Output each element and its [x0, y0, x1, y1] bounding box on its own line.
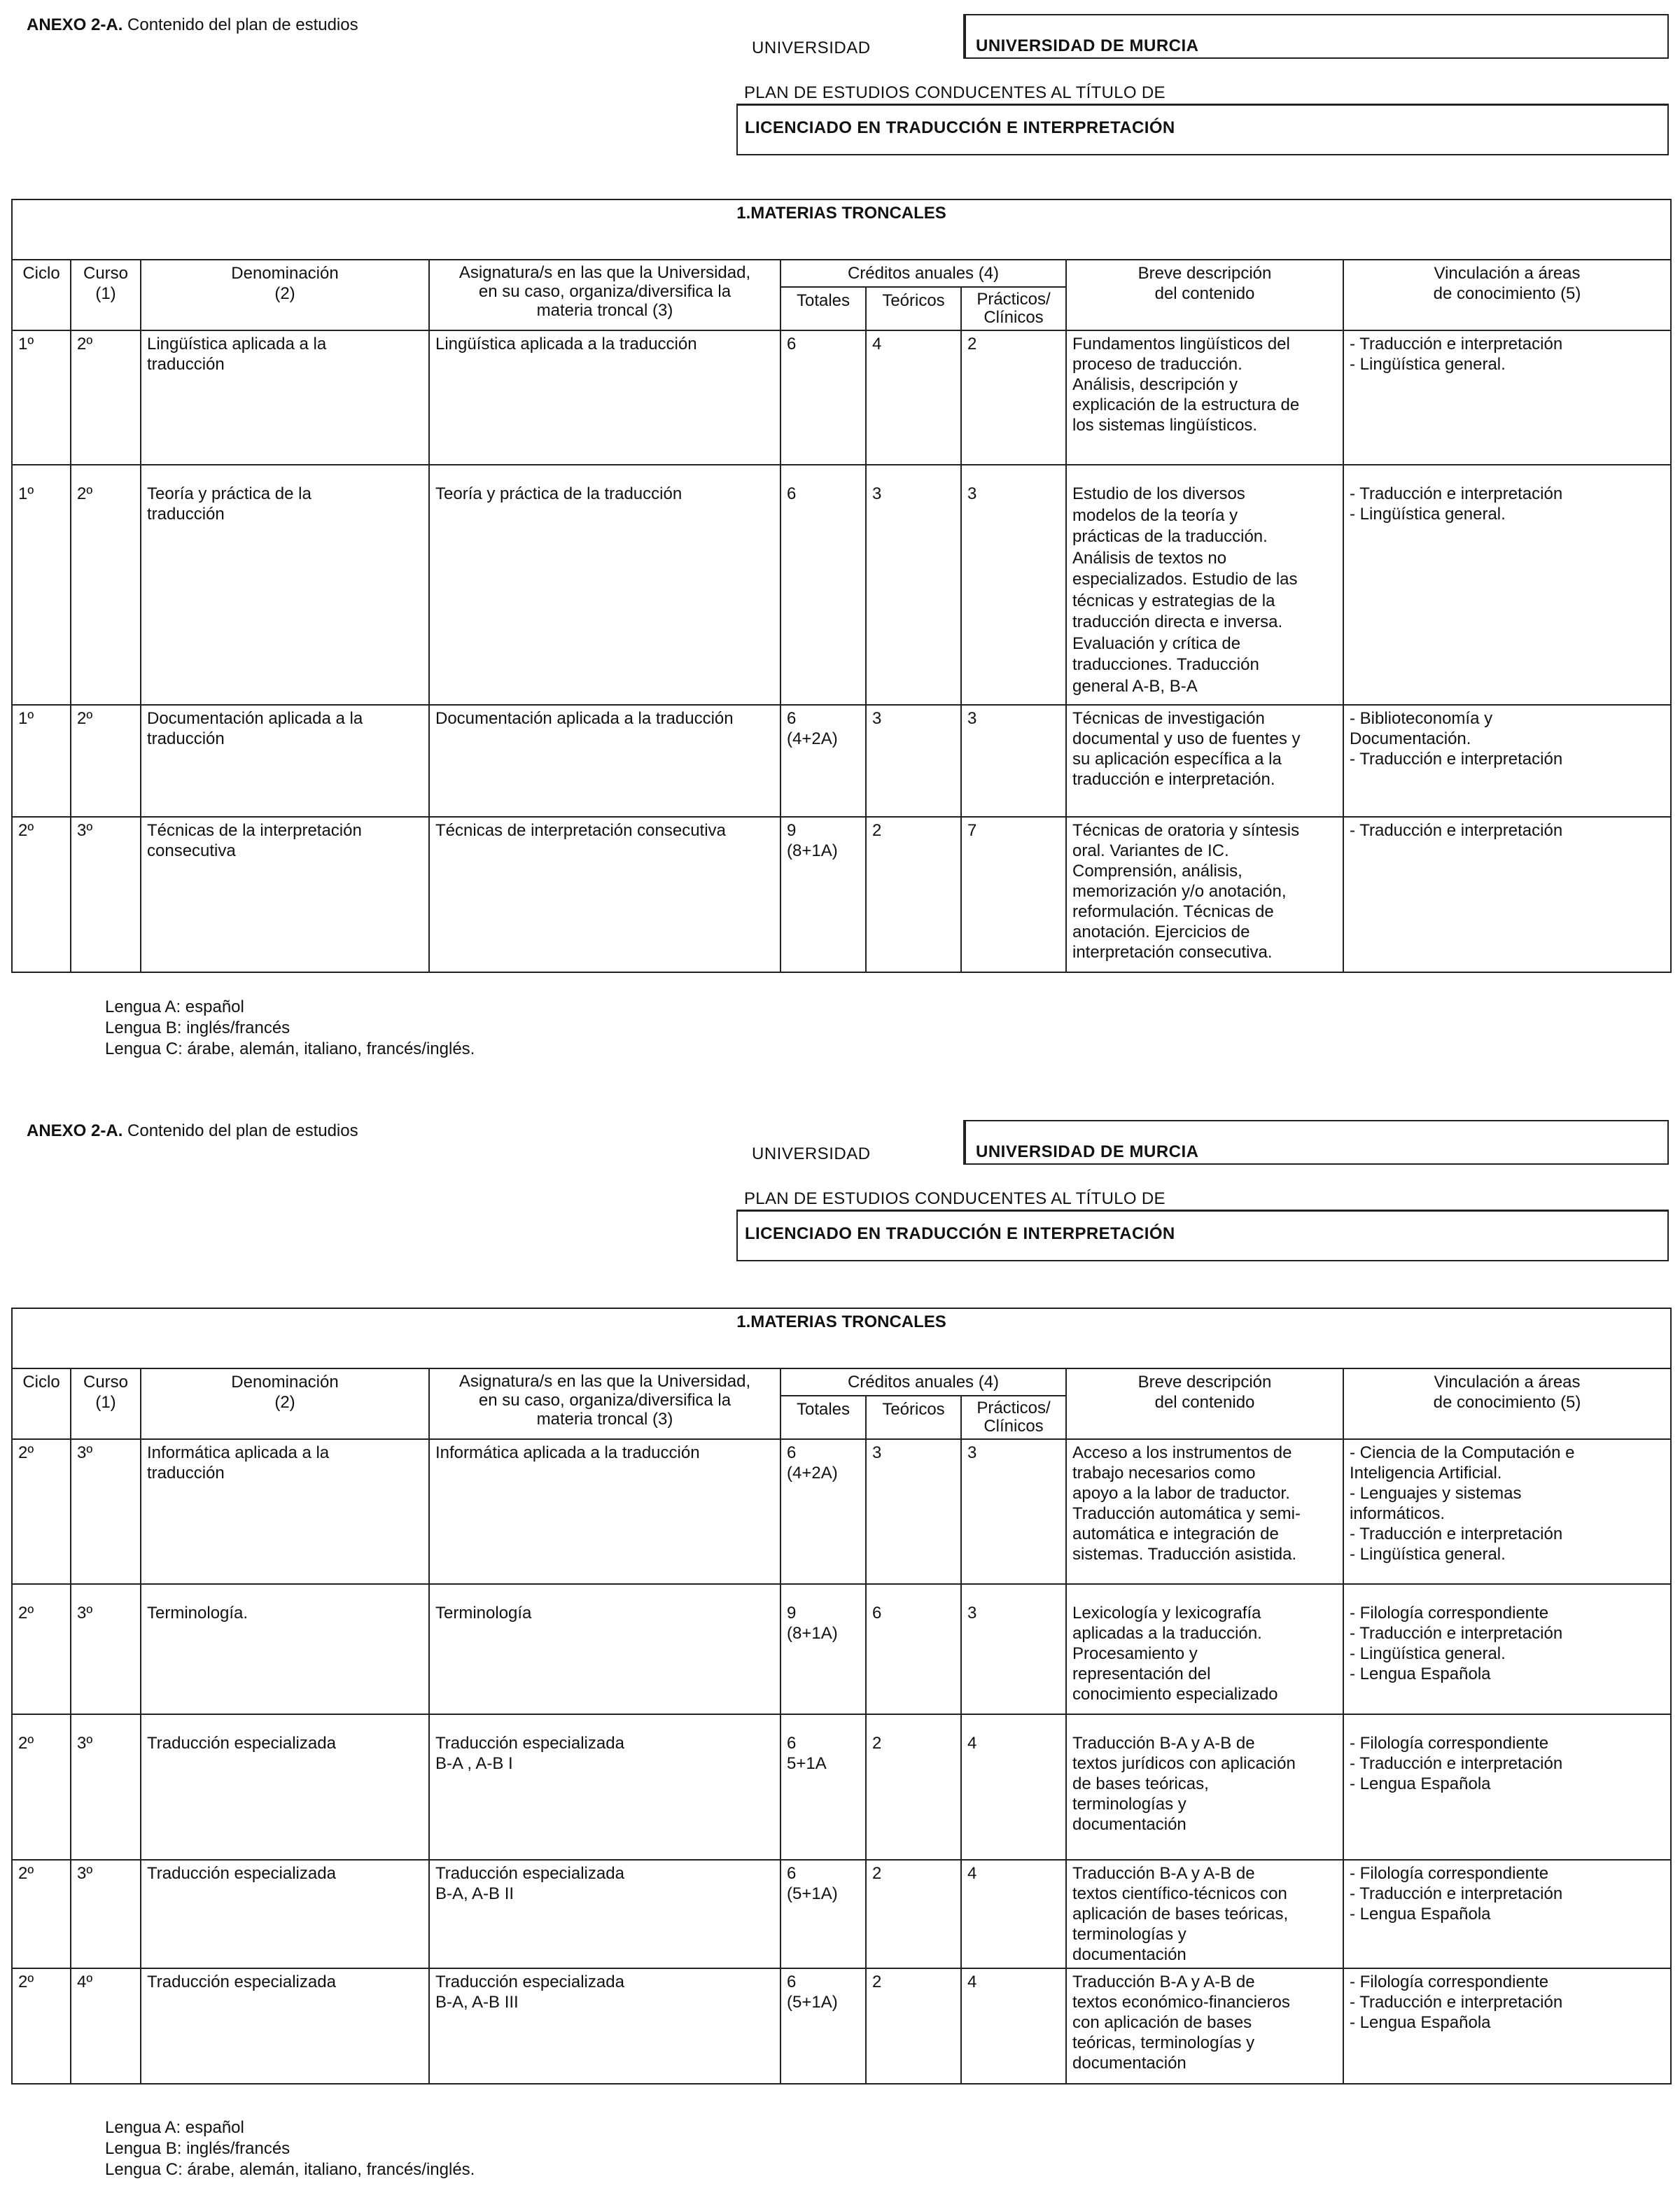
header-totales: Totales [780, 287, 866, 330]
plan-box [736, 104, 1669, 155]
header-practicos: Prácticos/ Clínicos [961, 1396, 1066, 1439]
cell-descripcion: Técnicas de oratoria y síntesis oral. Variantes de IC. Comprensión, análisis, memorización y/o anotación, reformulación. Técnicas de anotación. Ejercicios de interpretación consecutiva. [1066, 817, 1343, 972]
university-box [963, 14, 1669, 59]
cell-totales: 6 [780, 330, 866, 465]
cell-ciclo: 1º [12, 465, 71, 705]
cell-teoricos: 3 [866, 705, 961, 817]
materias-troncales-table [11, 1308, 1672, 2085]
cell-totales: 6 (5+1A) [780, 1968, 866, 2084]
cell-totales: 6 5+1A [780, 1714, 866, 1860]
cell-teoricos: 2 [866, 817, 961, 972]
cell-totales: 6 [780, 465, 866, 705]
university-label: UNIVERSIDAD [752, 1144, 871, 1163]
cell-curso: 2º [71, 330, 141, 465]
language-notes [105, 2117, 475, 2180]
cell-curso: 3º [71, 1439, 141, 1584]
cell-vinculacion: - Traducción e interpretación - Lingüística general. [1343, 330, 1671, 465]
cell-practicos: 3 [961, 1584, 1066, 1714]
cell-curso: 3º [71, 1584, 141, 1714]
table-row [12, 465, 1671, 705]
cell-curso: 3º [71, 817, 141, 972]
cell-totales: 6 (4+2A) [780, 1439, 866, 1584]
header-descripcion: Breve descripción del contenido [1066, 1368, 1343, 1439]
cell-ciclo: 2º [12, 1714, 71, 1860]
header-curso: Curso (1) [71, 260, 141, 330]
cell-asignatura: Traducción especializada B-A , A-B I [429, 1714, 780, 1860]
plan-box [736, 1210, 1669, 1261]
cell-descripcion: Estudio de los diversos modelos de la teoría y prácticas de la traducción. Análisis de textos no especializados. Estudio de las técnicas y estrategias de la traducción directa e inversa. Evaluación y crítica de traducciones. Traducción general A-B, B-A [1066, 465, 1343, 705]
annex-prefix: ANEXO 2-A. [27, 1121, 123, 1140]
cell-vinculacion: - Ciencia de la Computación e Inteligencia Artificial. - Lenguajes y sistemas informáticos. - Traducción e interpretación - Lingüística general. [1343, 1439, 1671, 1584]
cell-denominacion: Traducción especializada [141, 1968, 429, 2084]
annex-title [27, 15, 358, 35]
header-denominacion: Denominación (2) [141, 1368, 429, 1439]
cell-teoricos: 3 [866, 465, 961, 705]
table-row [12, 705, 1671, 817]
header-asignaturas: Asignatura/s en las que la Universidad, en su caso, organiza/diversifica la materia troncal (3) [429, 260, 780, 330]
cell-denominacion: Terminología. [141, 1584, 429, 1714]
cell-totales: 9 (8+1A) [780, 1584, 866, 1714]
cell-denominacion: Documentación aplicada a la traducción [141, 705, 429, 817]
cell-denominacion: Técnicas de la interpretación consecutiva [141, 817, 429, 972]
university-box [963, 1120, 1669, 1165]
cell-practicos: 2 [961, 330, 1066, 465]
header-teoricos: Teóricos [866, 287, 961, 330]
cell-descripcion: Traducción B-A y A-B de textos económico-financieros con aplicación de bases teóricas, terminologías y documentación [1066, 1968, 1343, 2084]
cell-asignatura: Traducción especializada B-A, A-B II [429, 1860, 780, 1968]
cell-vinculacion: - Traducción e interpretación - Lingüística general. [1343, 465, 1671, 705]
cell-curso: 4º [71, 1968, 141, 2084]
cell-curso: 2º [71, 465, 141, 705]
header-practicos: Prácticos/ Clínicos [961, 287, 1066, 330]
plan-label: PLAN DE ESTUDIOS CONDUCENTES AL TÍTULO DE [744, 1189, 1166, 1208]
language-c: Lengua C: árabe, alemán, italiano, francés/inglés. [105, 2160, 475, 2179]
language-b: Lengua B: inglés/francés [105, 2139, 290, 2158]
cell-denominacion: Teoría y práctica de la traducción [141, 465, 429, 705]
plan-value: LICENCIADO EN TRADUCCIÓN E INTERPRETACIÓN [745, 1224, 1175, 1243]
annex-text: Contenido del plan de estudios [127, 1121, 358, 1140]
table-row [12, 1714, 1671, 1860]
annex-title [27, 1121, 358, 1141]
table-row [12, 330, 1671, 465]
cell-curso: 2º [71, 705, 141, 817]
header-creditos: Créditos anuales (4) [780, 1368, 1066, 1396]
cell-asignatura: Técnicas de interpretación consecutiva [429, 817, 780, 972]
header-creditos: Créditos anuales (4) [780, 260, 1066, 287]
cell-descripcion: Fundamentos lingüísticos del proceso de traducción. Análisis, descripción y explicación de la estructura de los sistemas lingüísticos. [1066, 330, 1343, 465]
cell-denominacion: Informática aplicada a la traducción [141, 1439, 429, 1584]
cell-vinculacion: - Filología correspondiente - Traducción e interpretación - Lengua Española [1343, 1968, 1671, 2084]
cell-vinculacion: - Filología correspondiente - Traducción e interpretación - Lengua Española [1343, 1714, 1671, 1860]
cell-curso: 3º [71, 1714, 141, 1860]
cell-practicos: 3 [961, 1439, 1066, 1584]
cell-vinculacion: - Filología correspondiente - Traducción e interpretación - Lengua Española [1343, 1860, 1671, 1968]
cell-totales: 9 (8+1A) [780, 817, 866, 972]
language-a: Lengua A: español [105, 997, 244, 1016]
cell-vinculacion: - Biblioteconomía y Documentación. - Traducción e interpretación [1343, 705, 1671, 817]
cell-practicos: 4 [961, 1968, 1066, 2084]
cell-teoricos: 3 [866, 1439, 961, 1584]
annex-section-1 [0, 0, 1680, 1092]
cell-teoricos: 2 [866, 1968, 961, 2084]
table-row [12, 1584, 1671, 1714]
header-curso: Curso (1) [71, 1368, 141, 1439]
annex-section-2 [0, 1106, 1680, 2186]
university-value: UNIVERSIDAD DE MURCIA [976, 36, 1199, 55]
cell-asignatura: Traducción especializada B-A, A-B III [429, 1968, 780, 2084]
cell-asignatura: Terminología [429, 1584, 780, 1714]
cell-ciclo: 2º [12, 1439, 71, 1584]
cell-ciclo: 1º [12, 330, 71, 465]
cell-denominacion: Traducción especializada [141, 1860, 429, 1968]
cell-practicos: 4 [961, 1860, 1066, 1968]
cell-totales: 6 (4+2A) [780, 705, 866, 817]
cell-teoricos: 2 [866, 1860, 961, 1968]
cell-ciclo: 2º [12, 1968, 71, 2084]
cell-teoricos: 6 [866, 1584, 961, 1714]
header-totales: Totales [780, 1396, 866, 1439]
cell-asignatura: Documentación aplicada a la traducción [429, 705, 780, 817]
cell-descripcion: Traducción B-A y A-B de textos jurídicos con aplicación de bases teóricas, terminologías y documentación [1066, 1714, 1343, 1860]
header-asignaturas: Asignatura/s en las que la Universidad, en su caso, organiza/diversifica la materia troncal (3) [429, 1368, 780, 1439]
header-vinculacion: Vinculación a áreas de conocimiento (5) [1343, 1368, 1671, 1439]
cell-asignatura: Informática aplicada a la traducción [429, 1439, 780, 1584]
materias-troncales-table [11, 199, 1672, 973]
table-row [12, 1439, 1671, 1584]
annex-prefix: ANEXO 2-A. [27, 15, 123, 34]
header-teoricos: Teóricos [866, 1396, 961, 1439]
header-ciclo: Ciclo [12, 1368, 71, 1439]
cell-vinculacion: - Filología correspondiente - Traducción e interpretación - Lingüística general. - Lengua Española [1343, 1584, 1671, 1714]
university-label: UNIVERSIDAD [752, 38, 871, 57]
header-descripcion: Breve descripción del contenido [1066, 260, 1343, 330]
annex-text: Contenido del plan de estudios [127, 15, 358, 34]
cell-ciclo: 2º [12, 1584, 71, 1714]
language-c: Lengua C: árabe, alemán, italiano, francés/inglés. [105, 1039, 475, 1058]
table-row [12, 1860, 1671, 1968]
cell-practicos: 3 [961, 465, 1066, 705]
table-row [12, 1968, 1671, 2084]
cell-descripcion: Lexicología y lexicografía aplicadas a la traducción. Procesamiento y representación del conocimiento especializado [1066, 1584, 1343, 1714]
plan-label: PLAN DE ESTUDIOS CONDUCENTES AL TÍTULO DE [744, 83, 1166, 102]
header-denominacion: Denominación (2) [141, 260, 429, 330]
cell-ciclo: 2º [12, 1860, 71, 1968]
cell-teoricos: 2 [866, 1714, 961, 1860]
table-row [12, 817, 1671, 972]
cell-totales: 6 (5+1A) [780, 1860, 866, 1968]
cell-denominacion: Traducción especializada [141, 1714, 429, 1860]
cell-descripcion: Acceso a los instrumentos de trabajo necesarios como apoyo a la labor de traductor. Traducción automática y semi- automática e integración de sistemas. Traducción asistida. [1066, 1439, 1343, 1584]
language-a: Lengua A: español [105, 2118, 244, 2137]
language-notes [105, 997, 475, 1060]
language-b: Lengua B: inglés/francés [105, 1018, 290, 1037]
cell-asignatura: Teoría y práctica de la traducción [429, 465, 780, 705]
cell-practicos: 7 [961, 817, 1066, 972]
table-title: 1.MATERIAS TRONCALES [12, 1308, 1671, 1368]
cell-denominacion: Lingüística aplicada a la traducción [141, 330, 429, 465]
header-ciclo: Ciclo [12, 260, 71, 330]
university-value: UNIVERSIDAD DE MURCIA [976, 1142, 1199, 1161]
cell-vinculacion: - Traducción e interpretación [1343, 817, 1671, 972]
cell-practicos: 4 [961, 1714, 1066, 1860]
cell-asignatura: Lingüística aplicada a la traducción [429, 330, 780, 465]
cell-descripcion: Técnicas de investigación documental y uso de fuentes y su aplicación específica a la traducción e interpretación. [1066, 705, 1343, 817]
table-title: 1.MATERIAS TRONCALES [12, 199, 1671, 260]
plan-value: LICENCIADO EN TRADUCCIÓN E INTERPRETACIÓN [745, 118, 1175, 137]
cell-ciclo: 1º [12, 705, 71, 817]
cell-practicos: 3 [961, 705, 1066, 817]
cell-teoricos: 4 [866, 330, 961, 465]
header-vinculacion: Vinculación a áreas de conocimiento (5) [1343, 260, 1671, 330]
cell-ciclo: 2º [12, 817, 71, 972]
cell-descripcion: Traducción B-A y A-B de textos científico-técnicos con aplicación de bases teóricas, terminologías y documentación [1066, 1860, 1343, 1968]
cell-curso: 3º [71, 1860, 141, 1968]
